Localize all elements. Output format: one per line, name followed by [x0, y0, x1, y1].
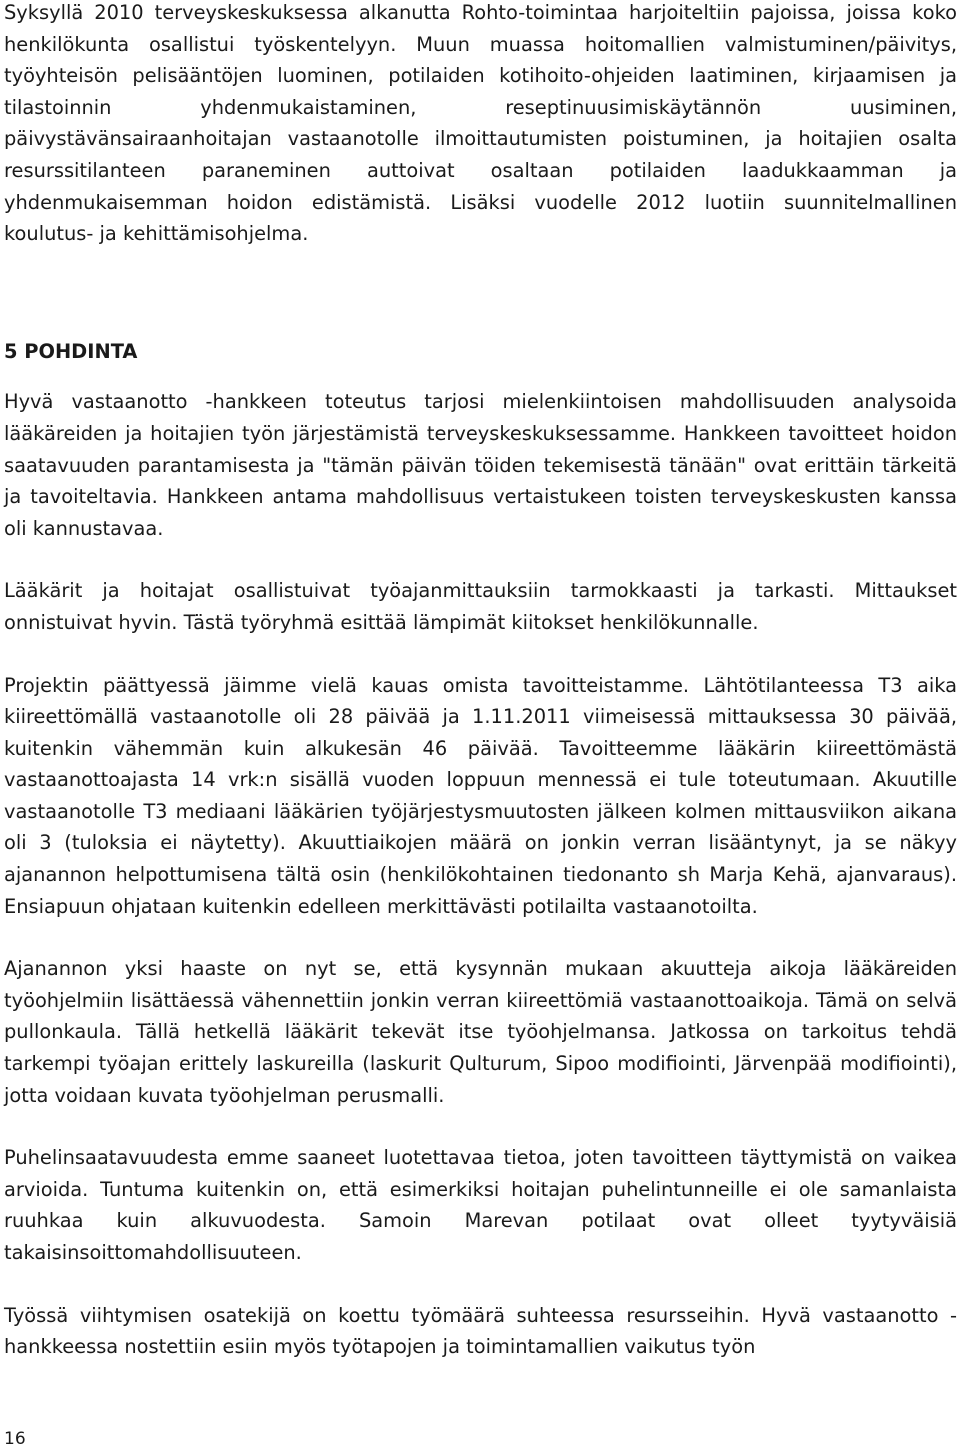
document-page — [4, 0, 957, 1363]
paragraph-work-wellbeing: Työssä viihtymisen osatekijä on koettu työmäärä suhteessa resursseihin. Hyvä vastaanotto -hankkeessa nostettiin esiin myös työtapojen ja toimintamallien vaikutus työn — [4, 1303, 957, 1359]
paragraph-scheduling-challenge: Ajanannon yksi haaste on nyt se, että kysynnän mukaan akuutteja aikoja lääkäreiden työohjelmiin lisättäessä vähennettiin jonkin verran kiireettömiä vastaanottoaikoja. Tämä on selvä pullonkaula. Tällä hetkellä lääkärit tekevät itse työohjelmansa. Jatkossa on tarkoitus tehdä tarkempi työajan erittely laskureilla (laskurit Qulturum, Sipoo modifiointi, Järvenpää modifiointi), jotta voidaan kuvata työohjelman perusmalli. — [4, 957, 957, 1107]
intro-paragraph: Syksyllä 2010 terveyskeskuksessa alkanutta Rohto-toimintaa harjoiteltiin pajoissa, joissa koko henkilökunta osallistui työskentelyyn. Muun muassa hoitomallien valmistuminen/päivitys, työyhteisön pelisääntöjen luominen, potilaiden kotihoito-ohjeiden laatiminen, kirjaamisen ja tilastoinnin yhdenmukaistaminen, reseptinuusimiskäytännön uusiminen, päivystävänsairaanhoitajan vastaanotolle ilmoittautumisten poistuminen, ja hoitajien osalta resurssitilanteen paraneminen auttoivat osaltaan potilaiden laadukkaamman ja yhdenmukaisemman hoidon edistämistä. Lisäksi vuodelle 2012 luotiin suunnitelmallinen koulutus- ja kehittämisohjelma. — [4, 1, 957, 246]
page-number: 16 — [4, 1429, 26, 1449]
paragraph-phone-availability: Puhelinsaatavuudesta emme saaneet luotettavaa tietoa, joten tavoitteen täyttymistä on vaikea arvioida. Tuntuma kuitenkin on, että esimerkiksi hoitajan puhelintunneille ei ole samanlaista ruuhkaa kuin alkuvuodesta. Samoin Marevan potilaat ovat olleet tyytyväisiä takaisinsoittomahdollisuuteen. — [4, 1146, 957, 1264]
paragraph-measurements: Lääkärit ja hoitajat osallistuivat työajanmittauksiin tarmokkaasti ja tarkasti. Mittaukset onnistuivat hyvin. Tästä työryhmä esittää lämpimät kiitokset henkilökunnalle. — [4, 579, 957, 634]
section-heading: 5 POHDINTA — [4, 339, 138, 363]
paragraph-project-overview: Hyvä vastaanotto -hankkeen toteutus tarjosi mielenkiintoisen mahdollisuuden analysoida lääkäreiden ja hoitajien työn järjestämistä terveyskeskuksessamme. Hankkeen tavoitteet hoidon saatavuuden parantamisesta ja "tämän päivän töiden tekemisestä tänään" ovat erittäin tärkeitä ja tavoiteltavia. Hankkeen antama mahdollisuus vertaistukeen toisten terveyskeskusten kanssa oli kannustavaa. — [4, 390, 957, 540]
paragraph-results: Projektin päättyessä jäimme vielä kauas omista tavoitteistamme. Lähtötilanteessa T3 aika kiireettömällä vastaanotolle oli 28 päivää ja 1.11.2011 viimeisessä mittauksessa 30 päivää, kuitenkin vähemmän kuin alkukesän 46 päivää. Tavoitteemme lääkärin kiireettömästä vastaanottoajasta 14 vrk:n sisällä vuoden loppuun mennessä ei tule toteutumaan. Akuutille vastaanotolle T3 mediaani lääkärien työjärjestysmuutosten jälkeen kolmen mittausviikon aikana oli 3 (tuloksia ei näytetty). Akuuttiaikojen määrä on jonkin verran lisääntynyt, ja se näkyy ajanannon helpottumisena tältä osin (henkilökohtainen tiedonanto sh Marja Kehä, ajanvaraus). Ensiapuun ohjataan kuitenkin edelleen merkittävästi potilailta vastaanotoilta. — [4, 673, 957, 918]
